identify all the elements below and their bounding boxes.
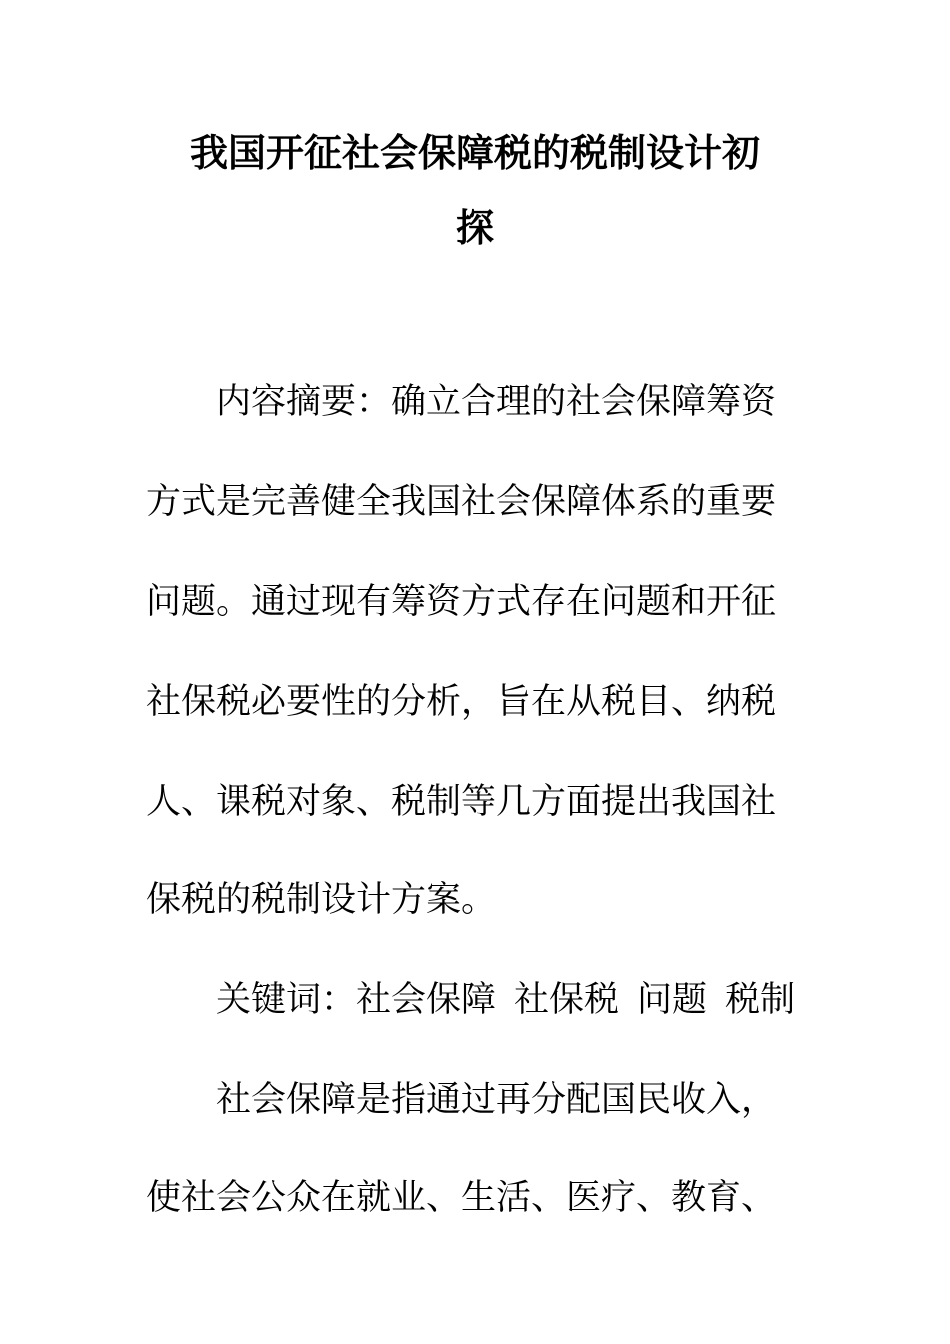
abstract-line-2: 方式是完善健全我国社会保障体系的重要 [146,482,777,522]
keywords-line [216,978,795,1022]
document-title-line-1: 我国开征社会保障税的税制设计初 [189,130,760,175]
keyword-2: 社保税 [514,980,620,1020]
body-line-1: 社会保障是指通过再分配国民收入， [216,1080,777,1120]
abstract-line-1: 内容摘要：确立合理的社会保障筹资 [216,382,777,422]
abstract-line-5: 人、课税对象、税制等几方面提出我国社 [146,782,777,822]
keyword-1: 社会保障 [356,980,497,1020]
keywords-label: 关键词： [216,980,357,1020]
body-line-2: 使社会公众在就业、生活、医疗、教育、 [146,1178,777,1218]
keyword-4: 税制 [725,980,796,1020]
abstract-line-3: 问题。通过现有筹资方式存在问题和开征 [146,582,777,622]
abstract-line-6: 保税的税制设计方案。 [146,880,497,920]
keyword-3: 问题 [637,980,708,1020]
document-title-line-2: 探 [455,205,494,250]
abstract-line-4: 社保税必要性的分析，旨在从税目、纳税 [146,682,777,722]
